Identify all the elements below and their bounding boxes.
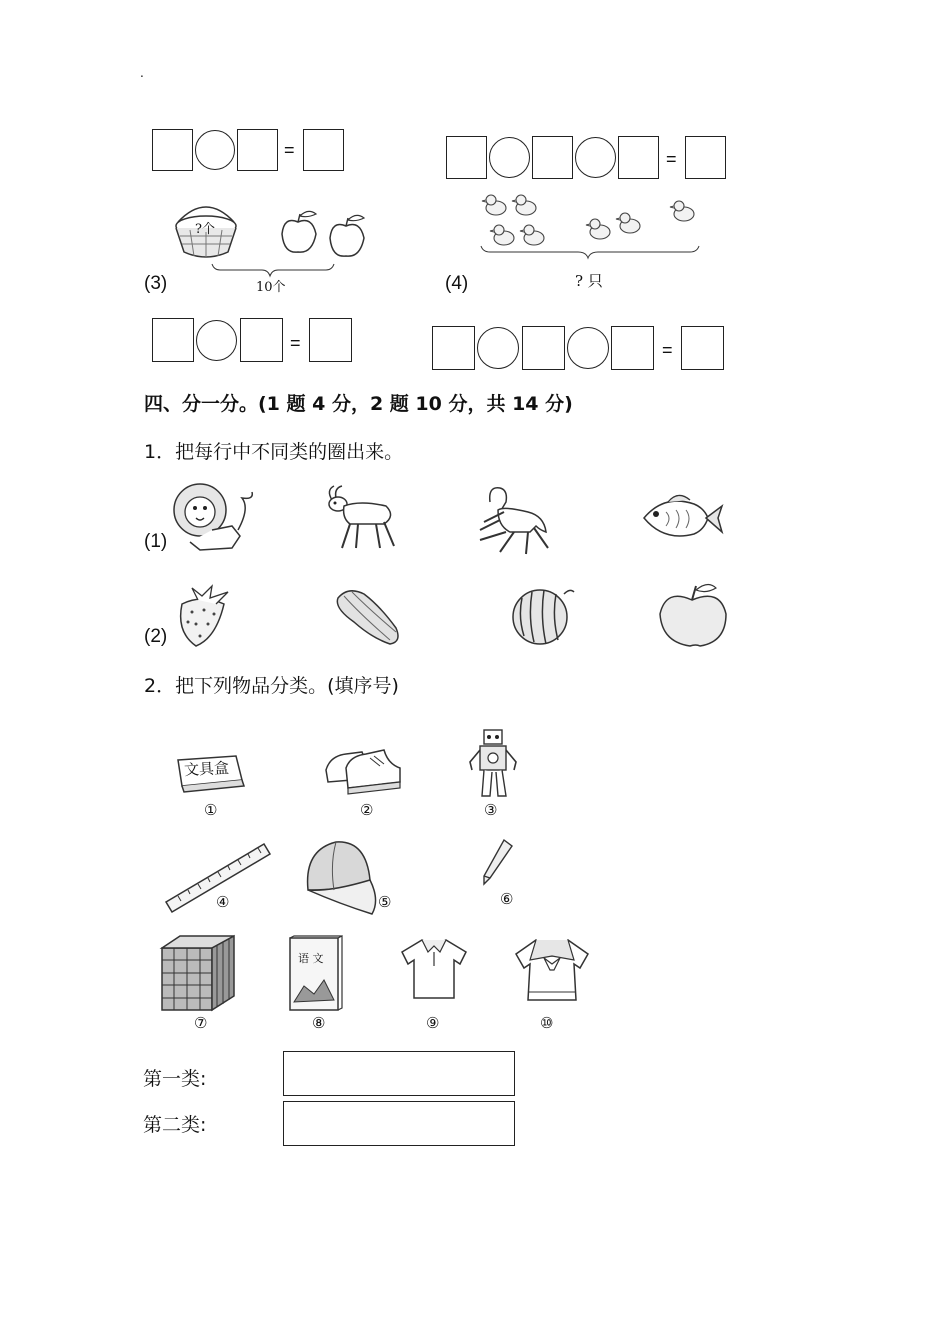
rubik-cube-image[interactable] bbox=[158, 934, 238, 1014]
item-number: ③ bbox=[484, 801, 498, 819]
fish-image[interactable] bbox=[638, 488, 724, 548]
item-number: ⑤ bbox=[378, 893, 392, 911]
answer-box[interactable] bbox=[152, 318, 194, 362]
answer-box[interactable] bbox=[309, 318, 352, 362]
answer-box[interactable] bbox=[446, 136, 487, 179]
operator-circle[interactable] bbox=[195, 130, 235, 170]
answer-box[interactable] bbox=[618, 136, 659, 179]
item-number: ① bbox=[204, 801, 218, 819]
class-1-label: 第一类: bbox=[143, 1068, 207, 1090]
item-number: ⑩ bbox=[540, 1014, 554, 1032]
item-number: ④ bbox=[216, 893, 230, 911]
class-2-answer-box[interactable] bbox=[283, 1101, 515, 1146]
operator-circle[interactable] bbox=[567, 327, 609, 369]
goat-image[interactable] bbox=[320, 482, 402, 554]
problem-4-label: (4) bbox=[445, 273, 469, 294]
sneakers-image[interactable] bbox=[322, 742, 406, 798]
answer-box[interactable] bbox=[237, 129, 278, 171]
basket-unknown-text: ?个 bbox=[195, 222, 215, 237]
cabbage-image[interactable] bbox=[330, 584, 406, 648]
item-number: ⑨ bbox=[426, 1014, 440, 1032]
polo-shirt-image[interactable] bbox=[396, 934, 474, 1002]
row-2-label: (2) bbox=[144, 626, 168, 647]
answer-box[interactable] bbox=[152, 129, 193, 171]
equals-sign: = bbox=[666, 149, 677, 169]
answer-box[interactable] bbox=[532, 136, 573, 179]
class-1-answer-box[interactable] bbox=[283, 1051, 515, 1096]
cap-image[interactable] bbox=[300, 834, 382, 916]
item-number: ⑦ bbox=[194, 1014, 208, 1032]
book-image[interactable] bbox=[286, 934, 344, 1014]
robot-image[interactable] bbox=[466, 726, 522, 802]
sailor-shirt-image[interactable] bbox=[510, 934, 594, 1006]
operator-circle[interactable] bbox=[575, 137, 616, 178]
pencil-case-text: 文具盒 bbox=[183, 758, 230, 780]
equals-sign: = bbox=[290, 333, 301, 353]
brace-total-text: 10个 bbox=[256, 280, 286, 295]
section-heading: 四、分一分。(1 题 4 分，2 题 10 分，共 14 分) bbox=[144, 393, 573, 415]
row-1-label: (1) bbox=[144, 531, 168, 552]
brace-unknown-text: ? 只 bbox=[575, 272, 603, 290]
question-2-text: 2．把下列物品分类。(填序号) bbox=[144, 675, 399, 697]
answer-box[interactable] bbox=[522, 326, 565, 370]
equals-sign: = bbox=[662, 340, 673, 360]
lion-image[interactable] bbox=[170, 478, 260, 556]
operator-circle[interactable] bbox=[477, 327, 519, 369]
operator-circle[interactable] bbox=[489, 137, 530, 178]
answer-box[interactable] bbox=[681, 326, 724, 370]
item-number: ② bbox=[360, 801, 374, 819]
apple-image[interactable] bbox=[656, 582, 732, 650]
watermelon-image[interactable] bbox=[508, 584, 580, 646]
answer-box[interactable] bbox=[303, 129, 344, 171]
pencil-image[interactable] bbox=[480, 838, 516, 888]
answer-box[interactable] bbox=[611, 326, 654, 370]
answer-box[interactable] bbox=[240, 318, 283, 362]
answer-box[interactable] bbox=[685, 136, 726, 179]
chicks-illustration bbox=[478, 190, 703, 262]
strawberry-image[interactable] bbox=[172, 584, 242, 650]
class-2-label: 第二类: bbox=[143, 1114, 207, 1136]
operator-circle[interactable] bbox=[196, 320, 237, 361]
item-number: ⑧ bbox=[312, 1014, 326, 1032]
top-dot: . bbox=[140, 66, 144, 80]
book-title-text: 语 文 bbox=[298, 952, 324, 965]
equals-sign: = bbox=[284, 140, 295, 160]
horse-image[interactable] bbox=[470, 482, 552, 556]
problem-3-label: (3) bbox=[144, 273, 168, 294]
item-number: ⑥ bbox=[500, 890, 514, 908]
question-1-text: 1．把每行中不同类的圈出来。 bbox=[144, 441, 404, 463]
answer-box[interactable] bbox=[432, 326, 475, 370]
